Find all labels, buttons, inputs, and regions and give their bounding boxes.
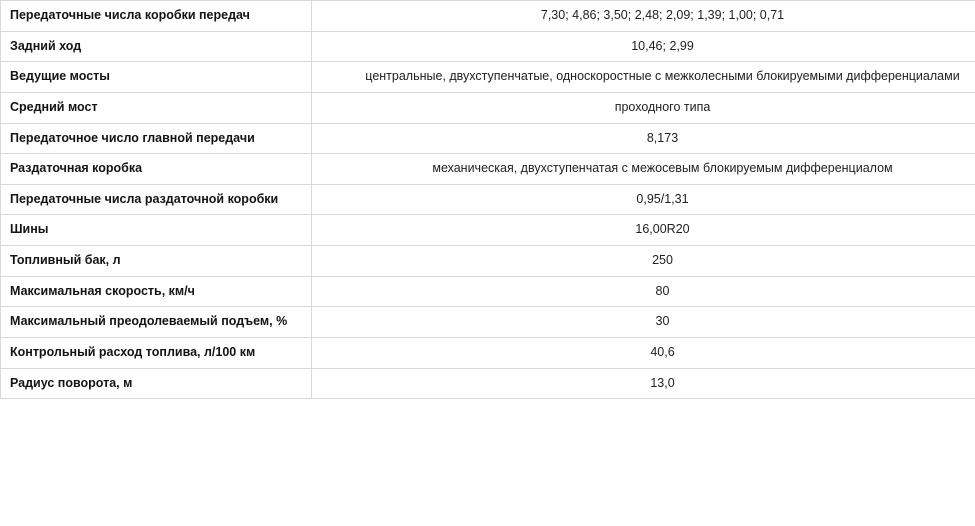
row-label: Топливный бак, л bbox=[1, 246, 312, 277]
row-value-text: 30 bbox=[655, 314, 670, 329]
table-row bbox=[1, 92, 975, 123]
row-label: Ведущие мосты bbox=[1, 62, 312, 93]
row-label: Средний мост bbox=[1, 92, 312, 123]
row-label: Передаточные числа коробки передач bbox=[1, 1, 312, 32]
row-value bbox=[312, 92, 975, 123]
table-row bbox=[1, 307, 975, 338]
row-value bbox=[312, 184, 975, 215]
table-row bbox=[1, 246, 975, 277]
row-value bbox=[312, 276, 975, 307]
row-value-text: центральные, двухступенчатые, односкоростные с межколесными блокируемыми дифференциалами bbox=[365, 69, 960, 84]
row-value-text: 0,95/1,31 bbox=[636, 191, 689, 206]
row-label: Контрольный расход топлива, л/100 км bbox=[1, 337, 312, 368]
table-body bbox=[1, 1, 975, 399]
row-value-text: 40,6 bbox=[650, 344, 675, 359]
table-row bbox=[1, 1, 975, 32]
row-value bbox=[312, 307, 975, 338]
row-label: Радиус поворота, м bbox=[1, 368, 312, 399]
row-value-text: 13,0 bbox=[650, 375, 675, 390]
row-value-text: проходного типа bbox=[614, 99, 711, 114]
table-row bbox=[1, 123, 975, 154]
row-value-text: 16,00R20 bbox=[635, 222, 690, 237]
table-row bbox=[1, 184, 975, 215]
table-row bbox=[1, 215, 975, 246]
row-label: Шины bbox=[1, 215, 312, 246]
row-label: Передаточное число главной передачи bbox=[1, 123, 312, 154]
row-value bbox=[312, 368, 975, 399]
table-row bbox=[1, 62, 975, 93]
row-value bbox=[312, 246, 975, 277]
row-value bbox=[312, 154, 975, 185]
row-label: Задний ход bbox=[1, 31, 312, 62]
table-row bbox=[1, 368, 975, 399]
row-value bbox=[312, 31, 975, 62]
row-value bbox=[312, 215, 975, 246]
row-label: Максимальная скорость, км/ч bbox=[1, 276, 312, 307]
table-row bbox=[1, 154, 975, 185]
row-value-text: 80 bbox=[655, 283, 670, 298]
table-row bbox=[1, 337, 975, 368]
row-value-text: 10,46; 2,99 bbox=[631, 38, 694, 53]
row-value bbox=[312, 1, 975, 32]
row-label: Передаточные числа раздаточной коробки bbox=[1, 184, 312, 215]
row-value bbox=[312, 337, 975, 368]
row-value-text: 8,173 bbox=[646, 130, 679, 145]
table-row bbox=[1, 31, 975, 62]
row-value-text: 7,30; 4,86; 3,50; 2,48; 2,09; 1,39; 1,00; 0,71 bbox=[540, 8, 785, 22]
row-value bbox=[312, 123, 975, 154]
row-label: Раздаточная коробка bbox=[1, 154, 312, 185]
row-value-text: 250 bbox=[652, 253, 673, 267]
row-value bbox=[312, 62, 975, 93]
row-label: Максимальный преодолеваемый подъем, % bbox=[1, 307, 312, 338]
row-value-text: механическая, двухступенчатая с межосевым блокируемым дифференциалом bbox=[432, 161, 893, 176]
table-row bbox=[1, 276, 975, 307]
